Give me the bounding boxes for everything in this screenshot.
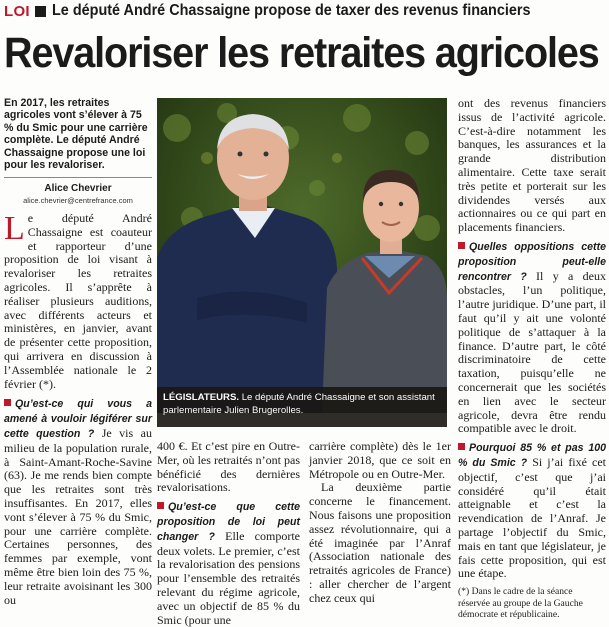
question-4: Pourquoi 85 % et pas 100 % du Smic ? <box>458 442 606 469</box>
intro-paragraph: e député André Chassaigne est coauteur et rapporteur d’une proposition de loi visant à revaloriser les retraites agricoles. Il s’apprête à réaliser plusieurs auditions, avec différents acteurs et ministères, en janvier, avant de présenter cette proposition, qui arrivera en discussion à l’Assemblée nationale le 2 février (*). <box>4 211 152 391</box>
article-column-4 <box>458 97 606 583</box>
answer-4: Si j’ai fixé cet objectif, c’est que j’ai considéré qu’il était atteignable et c’est la revendication de l’Anraf. Je partage l’objectif du Smic, mais en tant que législateur, je fais cette proposition, qui est une étape. <box>458 454 607 581</box>
article-column-2 <box>157 439 300 627</box>
square-bullet-icon <box>35 6 46 17</box>
article-column-3 <box>309 440 451 620</box>
author-email[interactable]: alice.chevrier@centrefrance.com <box>23 196 133 205</box>
headline: Revaloriser les retraites agricoles <box>4 29 599 77</box>
question-bullet-icon <box>458 242 465 249</box>
caption-text: Le député André Chassaigne et son assistant parlementaire Julien Brugerolles. <box>163 392 435 416</box>
answer-3: Il y a deux obstacles, l’un politique, l’autre juridique. D’une part, il faut qu’il y ait une volonté politique de s’attaquer à la finance. D’autre part, le côté discriminatoire de cette taxation, puisqu’elle ne concernerait que les sociétés en lien avec le secteur agricole, devra être rendu compatible avec le droit. <box>458 268 607 436</box>
question-bullet-icon <box>4 399 11 406</box>
legislators-photo <box>157 98 447 413</box>
question-1: Qu’est-ce qui vous a amené à vouloir légiférer sur cette question ? <box>4 398 152 440</box>
photo-caption <box>157 387 447 427</box>
kicker <box>4 2 566 20</box>
answer-1: Je vis au milieu de la population rurale, à Saint-Amant-Roche-Savine (63). Je me rends bien compte que les retraites sont très insuffisantes. En 2017, elles vont s’élever à 75 % du Smic, pour une carrière complète. Certaines personnes, des femmes par exemple, vont même être bien loin des 75 %, leur retraite avoisinant les 300 ou <box>4 425 152 607</box>
answer-2-continued: carrière complète) dès le 1er janvier 2018, que ce soit en Métropole ou en Outre-Mer. <box>309 439 451 481</box>
question-3: Quelles oppositions cette proposition peut-elle rencontrer ? <box>458 240 606 283</box>
question-bullet-icon <box>157 502 164 509</box>
financing-continued: ont des revenus financiers issus de l’activité agricole. C’est-à-dire notamment les banques, les assurances et la grande distribution alimentaire. Cette taxe serait très petite et porterait sur les dividendes versés aux actionnaires ou ce qui part en placements financiers. <box>458 96 606 235</box>
answer-1-continued: 400 €. Et c’est pire en Outre-Mer, où les retraités n’ont pas bénéficié des dernières revalorisations. <box>157 439 300 495</box>
divider <box>4 177 152 178</box>
drop-cap: L <box>4 210 25 247</box>
answer-2: Elle comporte deux volets. Le premier, c’est la revalorisation des pensions pour l’ensemble des retraités relevant du régime agricole, avec un objectif de 85 % du Smic (pour une <box>157 528 300 627</box>
kicker-text: Le député André Chassaigne propose de taxer des revenus financiers <box>51 2 531 19</box>
footnote: (*) Dans le cadre de la séance réservée au groupe de la Gauche démocrate et républicaine. <box>458 586 583 620</box>
article-column-1 <box>4 212 152 617</box>
caption-label: LÉGISLATEURS. <box>163 392 240 403</box>
question-bullet-icon <box>458 443 465 450</box>
question-2: Qu’est-ce que cette proposition de loi peut changer ? <box>157 501 300 543</box>
author-name: Alice Chevrier <box>44 183 112 194</box>
section-tag: LOI <box>4 2 30 20</box>
lead-paragraph: En 2017, les retraites agricoles vont s’élever à 75 % du Smic pour une carrière complète. Le député André Chassaigne propose une loi pour les revaloriser. <box>4 97 148 172</box>
financing-paragraph: La deuxième partie concerne le financement. Nous faisons une proposition assez révolutionnaire, qui a été imaginée par l’Anraf (Association nationale des retraités agricoles de France) : aller chercher de l’argent chez ceux qui <box>309 480 451 605</box>
photo <box>157 98 447 413</box>
